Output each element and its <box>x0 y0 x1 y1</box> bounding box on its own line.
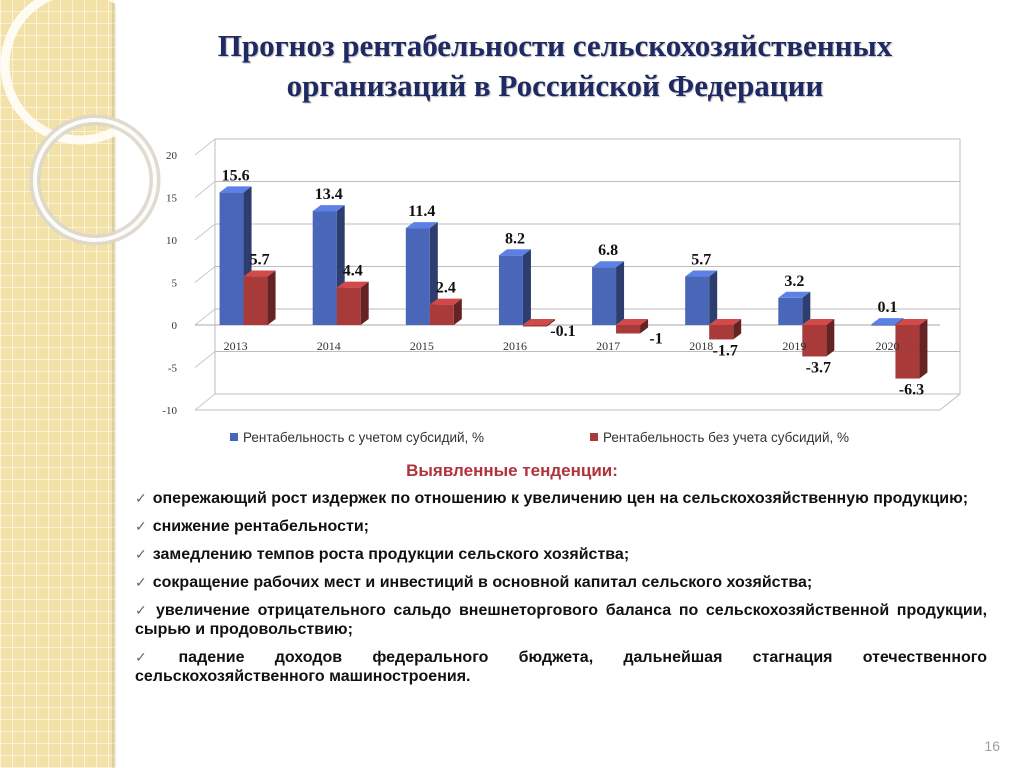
checkmark-icon: ✓ <box>135 518 147 534</box>
legend-swatch-1 <box>230 433 238 441</box>
bar <box>616 325 640 334</box>
bar-side <box>826 319 834 356</box>
x-tick-label: 2018 <box>689 339 714 353</box>
bar <box>244 277 268 325</box>
data-label-series2: -0.1 <box>550 322 576 340</box>
bar-side <box>709 271 717 325</box>
grid-depth-line <box>195 139 215 155</box>
trend-item-1 <box>135 489 987 508</box>
bar <box>406 228 430 325</box>
trend-text-3: замедлению темпов роста продукции сельского хозяйства; <box>152 546 630 563</box>
grid-depth-line <box>195 224 215 240</box>
x-tick-label: 2016 <box>502 339 527 353</box>
title-line-2: организаций в Российской Федерации <box>286 68 824 103</box>
checkmark-icon: ✓ <box>135 574 147 590</box>
data-label-series1: 6.8 <box>598 242 619 260</box>
x-tick-label: 2020 <box>875 339 900 353</box>
page-title <box>140 26 970 106</box>
data-label-series1: 3.2 <box>784 272 805 290</box>
title-line-1: Прогноз рентабельности сельскохозяйственных <box>217 28 893 63</box>
bar <box>220 192 244 325</box>
bar-side <box>919 319 927 379</box>
grid-depth-line <box>195 267 215 283</box>
data-label-series2: -3.7 <box>805 359 831 377</box>
checkmark-icon: ✓ <box>135 490 147 506</box>
page-number: 16 <box>984 738 1000 754</box>
trend-item-4 <box>135 573 987 592</box>
bar <box>523 325 547 327</box>
legend-label-2: Рентабельность без учета субсидий, % <box>603 430 849 445</box>
data-label-series1: 8.2 <box>504 230 525 248</box>
bar <box>778 298 802 325</box>
trend-text-1: опережающий рост издержек по отношению к увеличению цен на сельскохозяйственную продукцию; <box>152 490 969 507</box>
checkmark-icon: ✓ <box>135 602 150 618</box>
bar <box>313 211 337 325</box>
grid-depth-line <box>195 352 215 368</box>
bar <box>592 267 616 325</box>
y-tick-label: 10 <box>166 235 177 247</box>
y-tick-label: 20 <box>166 150 177 162</box>
x-tick-label: 2013 <box>223 339 248 353</box>
checkmark-icon: ✓ <box>135 546 147 562</box>
bar <box>337 288 361 325</box>
trend-item-3 <box>135 545 987 564</box>
x-tick-label: 2017 <box>596 339 621 353</box>
data-label-series1: 5.7 <box>691 251 712 269</box>
trend-text-4: сокращение рабочих мест и инвестиций в основной капитал сельского хозяйства; <box>152 574 813 591</box>
legend-swatch-2 <box>590 433 598 441</box>
y-tick-label: -10 <box>162 405 177 417</box>
bar <box>685 277 709 325</box>
y-tick-label: -5 <box>167 362 177 375</box>
legend-label-1: Рентабельность с учетом субсидий, % <box>243 430 485 445</box>
data-label-series2: 2.4 <box>435 279 456 297</box>
bar-side <box>268 271 276 325</box>
data-label-series2: 4.4 <box>342 262 363 280</box>
data-label-series2: -1 <box>649 330 663 348</box>
bar-side <box>523 249 531 325</box>
floor-right-edge <box>940 394 960 410</box>
data-label-series2: -6.3 <box>898 381 925 399</box>
bar-side <box>616 261 624 325</box>
trends-heading: Выявленные тенденции: <box>406 461 618 480</box>
grid-depth-line <box>195 309 215 325</box>
grid-depth-line <box>195 182 215 198</box>
checkmark-icon: ✓ <box>135 649 173 665</box>
trends-list <box>135 489 987 695</box>
bar <box>499 255 523 325</box>
trend-item-2 <box>135 517 987 536</box>
trend-text-5: увеличение отрицательного сальдо внешнеторгового баланса по сельскохозяйственной продукции, сырью и продовольствию; <box>135 602 988 638</box>
bar <box>430 305 454 325</box>
x-tick-label: 2014 <box>316 339 341 353</box>
data-label-series1: 15.6 <box>221 167 250 185</box>
trend-text-2: снижение рентабельности; <box>152 518 369 535</box>
x-tick-label: 2015 <box>409 339 434 353</box>
trend-text-6: падение доходов федерального бюджета, дальнейшая стагнация отечественного сельскохозяйственного машиностроения. <box>135 649 987 685</box>
y-tick-label: 0 <box>171 320 177 332</box>
data-label-series2: -1.7 <box>712 342 738 360</box>
data-label-series2: 5.7 <box>249 251 270 269</box>
x-tick-label: 2019 <box>782 339 807 353</box>
data-label-series1: 0.1 <box>877 299 898 317</box>
bar-side <box>361 282 369 325</box>
bar <box>871 324 895 326</box>
profitability-chart <box>150 130 970 460</box>
y-tick-label: 5 <box>171 277 177 290</box>
grid-depth-line <box>195 394 215 410</box>
data-label-series1: 13.4 <box>314 186 343 204</box>
trend-item-6 <box>135 648 987 686</box>
trend-item-5 <box>135 601 987 639</box>
data-label-series1: 11.4 <box>408 203 436 221</box>
y-tick-label: 15 <box>166 192 177 205</box>
bar <box>709 325 733 339</box>
